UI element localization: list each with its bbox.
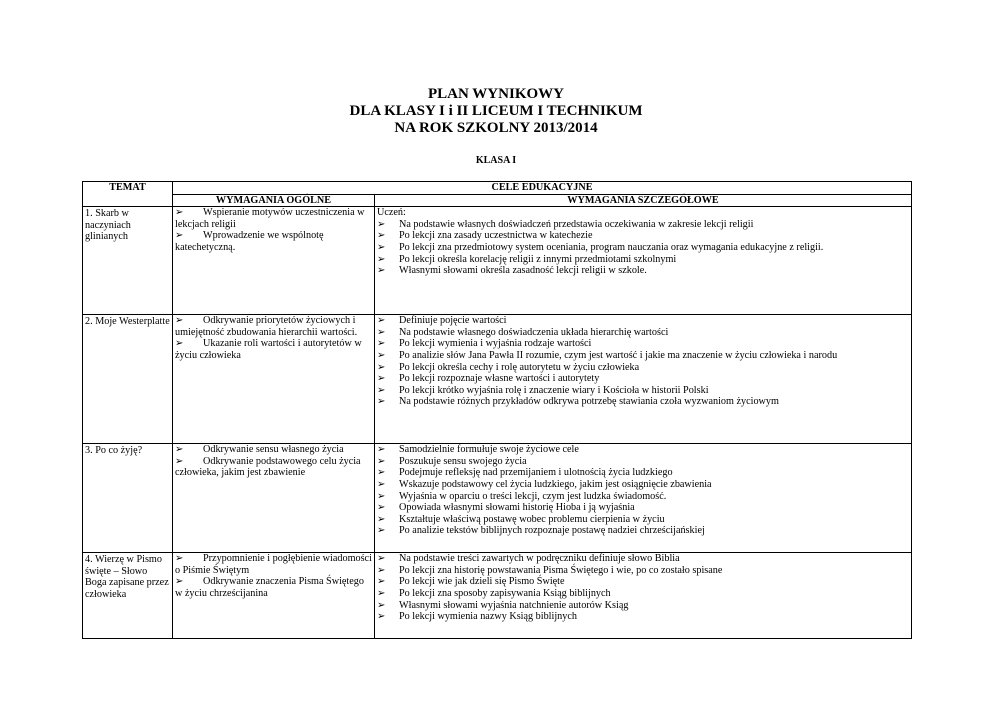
ogolne-item-text: Wprowadzenie we wspólnotę katechetyczną.	[175, 230, 324, 253]
arrow-bullet-icon: ➢	[377, 241, 386, 253]
temat-cell: 3. Po co żyję?	[83, 444, 173, 553]
header-cele: CELE EDUKACYJNE	[173, 182, 912, 195]
arrow-bullet-icon: ➢	[175, 444, 184, 456]
szczegolowe-item-text: Po analizie słów Jana Pawła II rozumie, czym jest wartość i jakie ma znaczenie w życiu człowieka i narodu	[399, 349, 838, 361]
table-row	[83, 207, 912, 315]
ogolne-item-text: Odkrywanie sensu własnego życia	[203, 444, 344, 456]
ogolne-item	[175, 456, 372, 479]
plan-table	[82, 181, 912, 639]
list-item	[377, 525, 909, 537]
ogolne-item	[175, 315, 372, 338]
list-item	[377, 338, 909, 350]
list-item	[377, 242, 909, 254]
title-line-1: PLAN WYNIKOWY	[428, 86, 564, 102]
list-item	[377, 467, 909, 479]
arrow-bullet-icon: ➢	[377, 553, 386, 565]
szczegolowe-item-text: Podejmuje refleksję nad przemijaniem i ulotnością życia ludzkiego	[399, 467, 673, 479]
wymagania-ogolne-cell	[173, 553, 375, 639]
arrow-bullet-icon: ➢	[175, 230, 184, 242]
ogolne-item	[175, 338, 372, 361]
ogolne-item-text: Ukazanie roli wartości i autorytetów w życiu człowieka	[175, 338, 362, 361]
arrow-bullet-icon: ➢	[377, 384, 386, 396]
list-item	[377, 385, 909, 397]
title-line-2: DLA KLASY I i II LICEUM I TECHNIKUM	[349, 103, 643, 119]
list-item	[377, 327, 909, 339]
wymagania-ogolne-cell	[173, 207, 375, 315]
list-item	[377, 565, 909, 577]
arrow-bullet-icon: ➢	[377, 361, 386, 373]
szczegolowe-item-text: Wskazuje podstawowy cel życia ludzkiego, jakim jest osiągnięcie zbawienia	[399, 478, 712, 490]
list-item	[377, 396, 909, 408]
arrow-bullet-icon: ➢	[377, 587, 386, 599]
arrow-bullet-icon: ➢	[377, 576, 386, 588]
szczegolowe-item-text: Kształtuje właściwą postawę wobec problemu cierpienia w życiu	[399, 513, 665, 525]
list-item	[377, 456, 909, 468]
arrow-bullet-icon: ➢	[377, 564, 386, 576]
ogolne-item	[175, 444, 372, 456]
temat-cell: 4. Wierzę w Pismo święte – Słowo Boga zapisane przez człowieka	[83, 553, 173, 639]
szczegolowe-item-text: Po lekcji zna przedmiotowy system oceniania, program nauczania oraz wymagania edukacyjne z religii.	[399, 241, 824, 253]
arrow-bullet-icon: ➢	[175, 315, 184, 327]
title-line-3: NA ROK SZKOLNY 2013/2014	[394, 120, 598, 136]
list-item	[377, 315, 909, 327]
list-item	[377, 230, 909, 242]
szczegolowe-item-text: Samodzielnie formułuje swoje życiowe cele	[399, 444, 579, 456]
arrow-bullet-icon: ➢	[377, 525, 386, 537]
list-item	[377, 362, 909, 374]
document-title	[0, 86, 992, 137]
list-item	[377, 514, 909, 526]
list-item	[377, 350, 909, 362]
arrow-bullet-icon: ➢	[377, 444, 386, 456]
szczegolowe-list	[377, 444, 909, 537]
list-item	[377, 444, 909, 456]
szczegolowe-item-text: Opowiada własnymi słowami historię Hioba i ją wyjaśnia	[399, 502, 635, 514]
list-item	[377, 502, 909, 514]
list-item	[377, 254, 909, 266]
arrow-bullet-icon: ➢	[377, 315, 386, 327]
temat-cell: 2. Moje Westerplatte	[83, 315, 173, 444]
list-item	[377, 611, 909, 623]
arrow-bullet-icon: ➢	[175, 576, 184, 588]
list-item	[377, 265, 909, 277]
table-row	[83, 553, 912, 639]
szczegolowe-item-text: Na podstawie własnego doświadczenia układa hierarchię wartości	[399, 326, 669, 338]
szczegolowe-item-text: Po lekcji określa korelację religii z innymi przedmiotami szkolnymi	[399, 253, 677, 265]
szczegolowe-item-text: Poszukuje sensu swojego życia	[399, 455, 527, 467]
arrow-bullet-icon: ➢	[377, 455, 386, 467]
header-temat: TEMAT	[83, 182, 173, 207]
arrow-bullet-icon: ➢	[377, 611, 386, 623]
table-row	[83, 444, 912, 553]
szczegolowe-list	[377, 553, 909, 623]
wymagania-ogolne-cell	[173, 444, 375, 553]
arrow-bullet-icon: ➢	[377, 326, 386, 338]
ogolne-item-text: Wspieranie motywów uczestniczenia w lekcjach religii	[175, 207, 365, 230]
wymagania-szczegolowe-cell	[375, 315, 912, 444]
arrow-bullet-icon: ➢	[377, 373, 386, 385]
arrow-bullet-icon: ➢	[377, 396, 386, 408]
wymagania-ogolne-cell	[173, 315, 375, 444]
list-item	[377, 576, 909, 588]
arrow-bullet-icon: ➢	[175, 338, 184, 350]
ogolne-item	[175, 207, 372, 230]
arrow-bullet-icon: ➢	[377, 253, 386, 265]
arrow-bullet-icon: ➢	[377, 599, 386, 611]
arrow-bullet-icon: ➢	[377, 490, 386, 502]
szczegolowe-item-text: Po analizie tekstów biblijnych rozpoznaje postawę nadziei chrześcijańskiej	[399, 525, 705, 537]
list-item	[377, 588, 909, 600]
szczegolowe-item-text: Po lekcji wymienia nazwy Ksiąg biblijnych	[399, 611, 577, 623]
szczegolowe-item-text: Po lekcji wymienia i wyjaśnia rodzaje wartości	[399, 338, 592, 350]
szczegolowe-item-text: Własnymi słowami określa zasadność lekcji religii w szkole.	[399, 265, 647, 277]
szczegolowe-item-text: Własnymi słowami wyjaśnia natchnienie autorów Ksiąg	[399, 599, 629, 611]
arrow-bullet-icon: ➢	[377, 513, 386, 525]
header-ogolne: WYMAGANIA OGÓLNE	[173, 194, 375, 207]
arrow-bullet-icon: ➢	[377, 478, 386, 490]
wymagania-szczegolowe-cell	[375, 207, 912, 315]
szczegolowe-item-text: Po lekcji zna zasady uczestnictwa w katechezie	[399, 230, 593, 242]
list-item	[377, 600, 909, 612]
header-szczegolowe: WYMAGANIA SZCZEGÓŁOWE	[375, 194, 912, 207]
wymagania-szczegolowe-cell	[375, 444, 912, 553]
szczegolowe-item-text: Na podstawie treści zawartych w podręczniku definiuje słowo Biblia	[399, 553, 680, 565]
arrow-bullet-icon: ➢	[175, 207, 184, 219]
arrow-bullet-icon: ➢	[377, 349, 386, 361]
list-item	[377, 553, 909, 565]
arrow-bullet-icon: ➢	[377, 230, 386, 242]
szczegolowe-item-text: Wyjaśnia w oparciu o treści lekcji, czym jest ludzka świadomość.	[399, 490, 667, 502]
ogolne-item-text: Przypomnienie i pogłębienie wiadomości o Piśmie Świętym	[175, 553, 372, 576]
ogolne-item-text: Odkrywanie podstawowego celu życia człowieka, jakim jest zbawienie	[175, 455, 361, 479]
ogolne-item	[175, 576, 372, 599]
szczegolowe-item-text: Po lekcji krótko wyjaśnia rolę i znaczenie wiary i Kościoła w historii Polski	[399, 384, 709, 396]
arrow-bullet-icon: ➢	[377, 218, 386, 230]
arrow-bullet-icon: ➢	[377, 467, 386, 479]
arrow-bullet-icon: ➢	[377, 338, 386, 350]
wymagania-szczegolowe-cell	[375, 553, 912, 639]
szczegolowe-item-text: Po lekcji zna sposoby zapisywania Ksiąg biblijnych	[399, 587, 611, 599]
szczegolowe-item-text: Definiuje pojęcie wartości	[399, 315, 507, 327]
ogolne-item-text: Odkrywanie priorytetów życiowych i umiejętność zbudowania hierarchii wartości.	[175, 315, 358, 338]
arrow-bullet-icon: ➢	[377, 265, 386, 277]
ogolne-item	[175, 553, 372, 576]
list-item	[377, 491, 909, 503]
arrow-bullet-icon: ➢	[175, 553, 184, 565]
arrow-bullet-icon: ➢	[377, 502, 386, 514]
ogolne-item	[175, 230, 372, 253]
szczegolowe-item-text: Na podstawie własnych doświadczeń przedstawia oczekiwania w zakresie lekcji religii	[399, 218, 754, 230]
arrow-bullet-icon: ➢	[175, 455, 184, 467]
szczegolowe-item-text: Po lekcji zna historię powstawania Pisma Świętego i wie, po co zostało spisane	[399, 564, 723, 576]
uczen-intro: Uczeń:	[377, 207, 406, 219]
table-row	[83, 315, 912, 444]
list-item	[377, 219, 909, 231]
szczegolowe-item-text: Po lekcji określa cechy i rolę autorytetu w życiu człowieka	[399, 361, 640, 373]
szczegolowe-item-text: Na podstawie różnych przykładów odkrywa potrzebę stawiania czoła wyzwaniom życiowym	[399, 396, 779, 408]
ogolne-item-text: Odkrywanie znaczenia Pisma Świętego w życiu chrześcijanina	[175, 576, 364, 599]
szczegolowe-list	[377, 219, 909, 277]
szczegolowe-item-text: Po lekcji rozpoznaje własne wartości i autorytety	[399, 373, 600, 385]
szczegolowe-list	[377, 315, 909, 408]
list-item	[377, 479, 909, 491]
temat-cell: 1. Skarb w naczyniach glinianych	[83, 207, 173, 315]
class-heading: KLASA I	[475, 155, 517, 166]
szczegolowe-item-text: Po lekcji wie jak dzieli się Pismo Święte	[399, 576, 565, 588]
list-item	[377, 373, 909, 385]
